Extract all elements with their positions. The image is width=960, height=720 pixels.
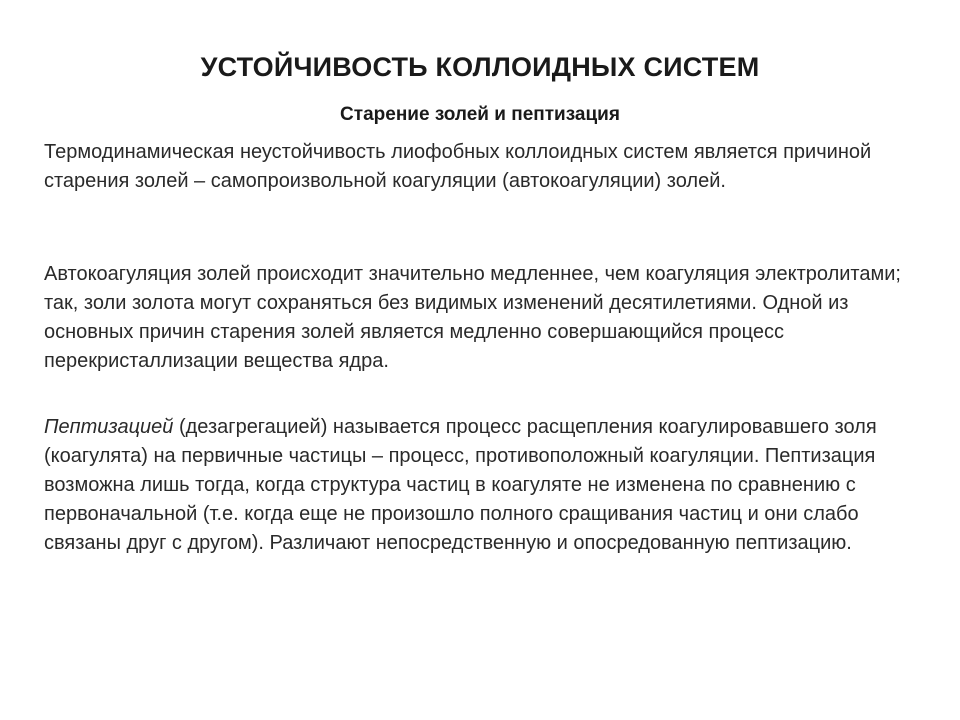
slide-subtitle: Старение золей и пептизация [340, 104, 620, 125]
paragraph-peptization [44, 413, 924, 558]
paragraph-thermodynamic-instability: Термодинамическая неустойчивость лиофобных коллоидных систем является причиной старения золей – самопроизвольной коагуляции (автокоагуляции) золей. [44, 141, 872, 192]
peptization-term: Пептизацией [44, 416, 174, 438]
peptization-definition: (дезагрегацией) называется процесс расщепления коагулировавшего золя (коагулята) на первичные частицы – процесс, противоположный коагуляции. Пептизация возможна лишь тогда, когда структура частиц в коагуляте не изменена по сравнению с первоначальной (т.е. когда еще не произошло полного сращивания частиц и они слабо связаны друг с другом). Различают непосредственную и опосредованную пептизацию. [44, 416, 877, 554]
slide-title: УСТОЙЧИВОСТЬ КОЛЛОИДНЫХ СИСТЕМ [200, 52, 760, 82]
paragraph-autocoagulation: Автокоагуляция золей происходит значительно медленнее, чем коагуляция электролитами; так, золи золота могут сохраняться без видимых изменений десятилетиями. Одной из основных причин старения золей является медленно совершающийся процесс перекристаллизации вещества ядра. [44, 263, 901, 372]
